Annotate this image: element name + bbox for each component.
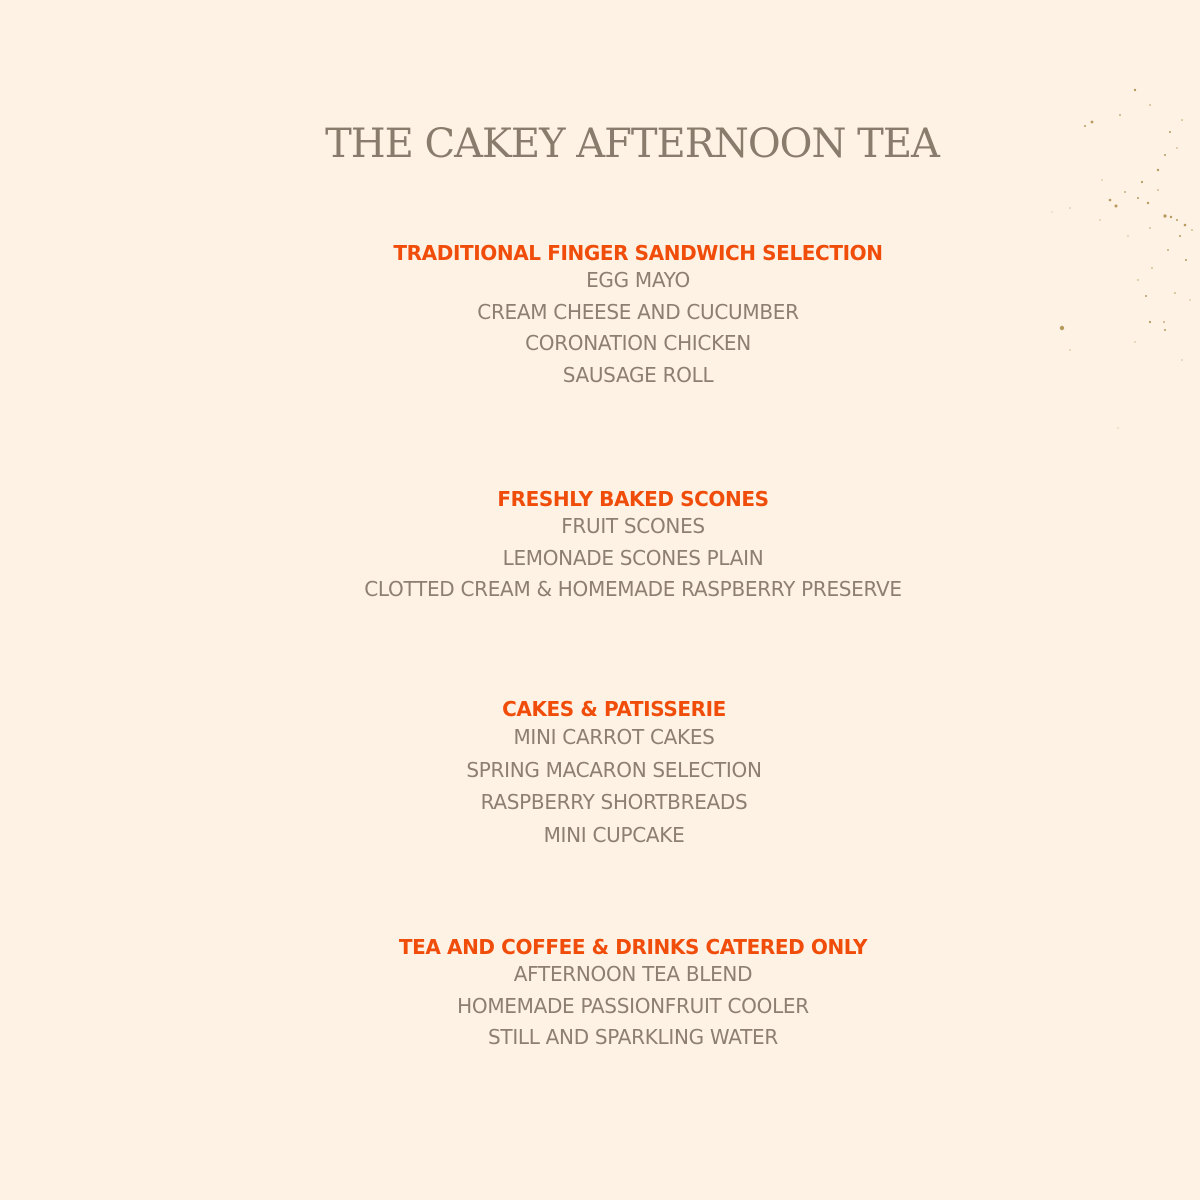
- menu-item: CREAM CHEESE AND CUCUMBER: [477, 299, 799, 324]
- menu-section-drinks: [333, 935, 933, 1054]
- menu-item: RASPBERRY SHORTBREADS: [480, 790, 748, 814]
- menu-item: MINI CUPCAKE: [543, 822, 685, 847]
- menu-item: AFTERNOON TEA BLEND: [513, 962, 753, 986]
- section-heading: TEA AND COFFEE & DRINKS CATERED ONLY: [398, 935, 868, 959]
- section-heading: CAKES & PATISSERIE: [502, 697, 726, 721]
- section-heading: TRADITIONAL FINGER SANDWICH SELECTION: [393, 241, 883, 265]
- menu-title: THE CAKEY AFTERNOON TEA: [325, 121, 939, 167]
- menu-item: FRUIT SCONES: [561, 514, 705, 538]
- section-heading: FRESHLY BAKED SCONES: [497, 487, 769, 511]
- menu-item: LEMONADE SCONES PLAIN: [502, 545, 764, 570]
- gold-speckles-icon: [1040, 60, 1200, 440]
- menu-item: STILL AND SPARKLING WATER: [488, 1025, 778, 1049]
- menu-item: CLOTTED CREAM & HOMEMADE RASPBERRY PRESERVE: [364, 577, 902, 601]
- menu-item: HOMEMADE PASSIONFRUIT COOLER: [457, 993, 809, 1018]
- menu-section-sandwiches: [338, 241, 938, 391]
- menu-item: EGG MAYO: [586, 268, 690, 292]
- menu-item: MINI CARROT CAKES: [513, 725, 715, 749]
- menu-section-scones: [333, 487, 933, 606]
- menu-item: SPRING MACARON SELECTION: [466, 757, 762, 782]
- menu-item: CORONATION CHICKEN: [525, 331, 751, 355]
- menu-section-cakes: [314, 697, 914, 851]
- menu-item: SAUSAGE ROLL: [562, 362, 714, 387]
